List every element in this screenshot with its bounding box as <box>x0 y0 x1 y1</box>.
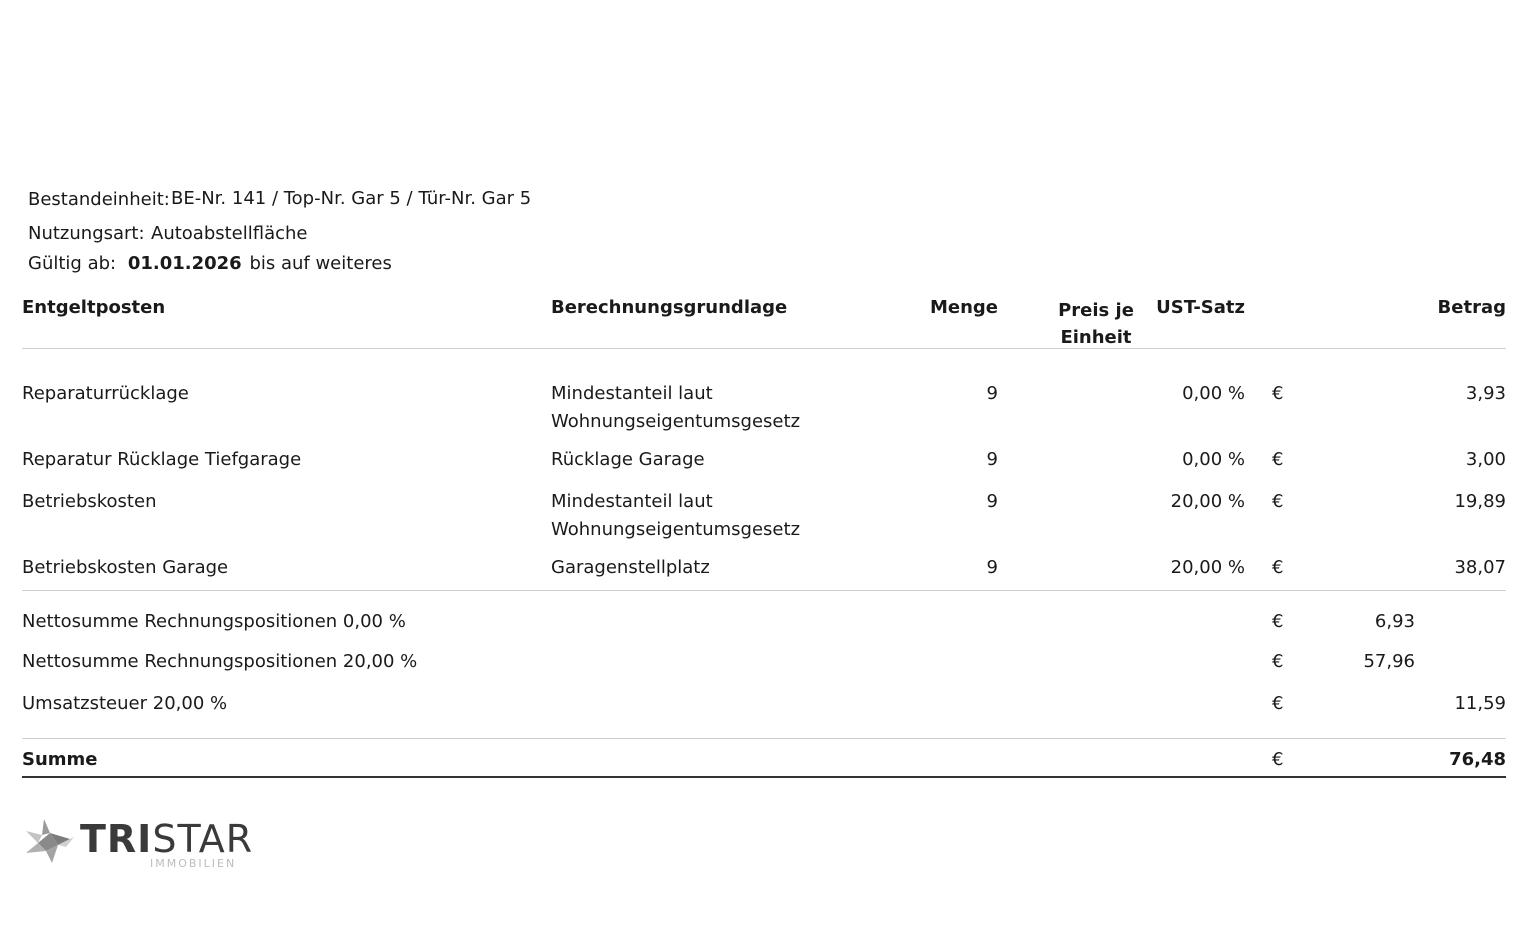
row-vat: 20,00 % <box>1170 557 1245 578</box>
rows-divider <box>22 590 1506 591</box>
net20-value: 57,96 <box>1363 651 1415 672</box>
row-amount: 19,89 <box>1454 491 1506 512</box>
row-qty: 9 <box>986 557 998 578</box>
star-logo-icon <box>22 817 76 867</box>
row-amount: 38,07 <box>1454 557 1506 578</box>
row-currency: € <box>1272 449 1284 470</box>
row-basis-line1: Garagenstellplatz <box>551 557 710 578</box>
row-basis-line1: Mindestanteil laut <box>551 491 713 512</box>
row-vat: 0,00 % <box>1182 383 1245 404</box>
logo-wordmark <box>80 817 253 861</box>
header-price-line1: Preis je <box>1058 300 1134 321</box>
header-price-line2: Einheit <box>1060 327 1132 348</box>
vat-label: Umsatzsteuer 20,00 % <box>22 693 228 714</box>
row-qty: 9 <box>986 383 998 404</box>
usage-label: Nutzungsart: <box>28 223 145 244</box>
header-qty: Menge <box>929 297 998 318</box>
row-currency: € <box>1272 383 1284 404</box>
vat-value: 11,59 <box>1454 693 1506 714</box>
usage-value: Autoabstellfläche <box>151 223 308 244</box>
row-qty: 9 <box>986 491 998 512</box>
totals-divider <box>22 738 1506 739</box>
row-amount: 3,00 <box>1465 449 1506 470</box>
net20-label: Nettosumme Rechnungspositionen 20,00 % <box>22 651 418 672</box>
row-amount: 3,93 <box>1465 383 1506 404</box>
logo-subtitle: IMMOBILIEN <box>150 857 237 870</box>
row-vat: 20,00 % <box>1170 491 1245 512</box>
sum-currency: € <box>1272 749 1284 770</box>
header-basis: Berechnungsgrundlage <box>551 297 788 318</box>
row-currency: € <box>1272 491 1284 512</box>
sum-label: Summe <box>22 749 98 770</box>
header-divider <box>22 348 1506 349</box>
row-basis-line2: Wohnungseigentumsgesetz <box>551 519 801 540</box>
sum-underline <box>22 776 1506 778</box>
unit-label: Bestandeinheit: <box>28 189 170 210</box>
valid-from <box>28 253 392 274</box>
row-item: Reparatur Rücklage Tiefgarage <box>22 449 302 470</box>
row-item: Betriebskosten <box>22 491 157 512</box>
row-item: Reparaturrücklage <box>22 383 189 404</box>
net0-currency: € <box>1272 611 1284 632</box>
row-currency: € <box>1272 557 1284 578</box>
valid-label: Gültig ab: <box>28 253 117 274</box>
header-amount: Betrag <box>1437 297 1506 318</box>
net20-currency: € <box>1272 651 1284 672</box>
valid-date: 01.01.2026 <box>127 253 242 274</box>
vat-currency: € <box>1272 693 1284 714</box>
header-vat: UST-Satz <box>1156 297 1245 318</box>
logo-name: TRISTAR <box>80 817 254 861</box>
unit-value: BE-Nr. 141 / Top-Nr. Gar 5 / Tür-Nr. Gar 5 <box>171 188 532 209</box>
row-item: Betriebskosten Garage <box>22 557 229 578</box>
net0-value: 6,93 <box>1374 611 1415 632</box>
company-logo <box>22 815 252 875</box>
row-basis-line1: Rücklage Garage <box>551 449 705 470</box>
row-basis-line2: Wohnungseigentumsgesetz <box>551 411 801 432</box>
net0-label: Nettosumme Rechnungspositionen 0,00 % <box>22 611 406 632</box>
row-vat: 0,00 % <box>1182 449 1245 470</box>
row-basis-line1: Mindestanteil laut <box>551 383 713 404</box>
valid-suffix: bis auf weiteres <box>249 253 392 274</box>
sum-value: 76,48 <box>1449 749 1506 770</box>
header-item: Entgeltposten <box>22 297 166 318</box>
row-qty: 9 <box>986 449 998 470</box>
